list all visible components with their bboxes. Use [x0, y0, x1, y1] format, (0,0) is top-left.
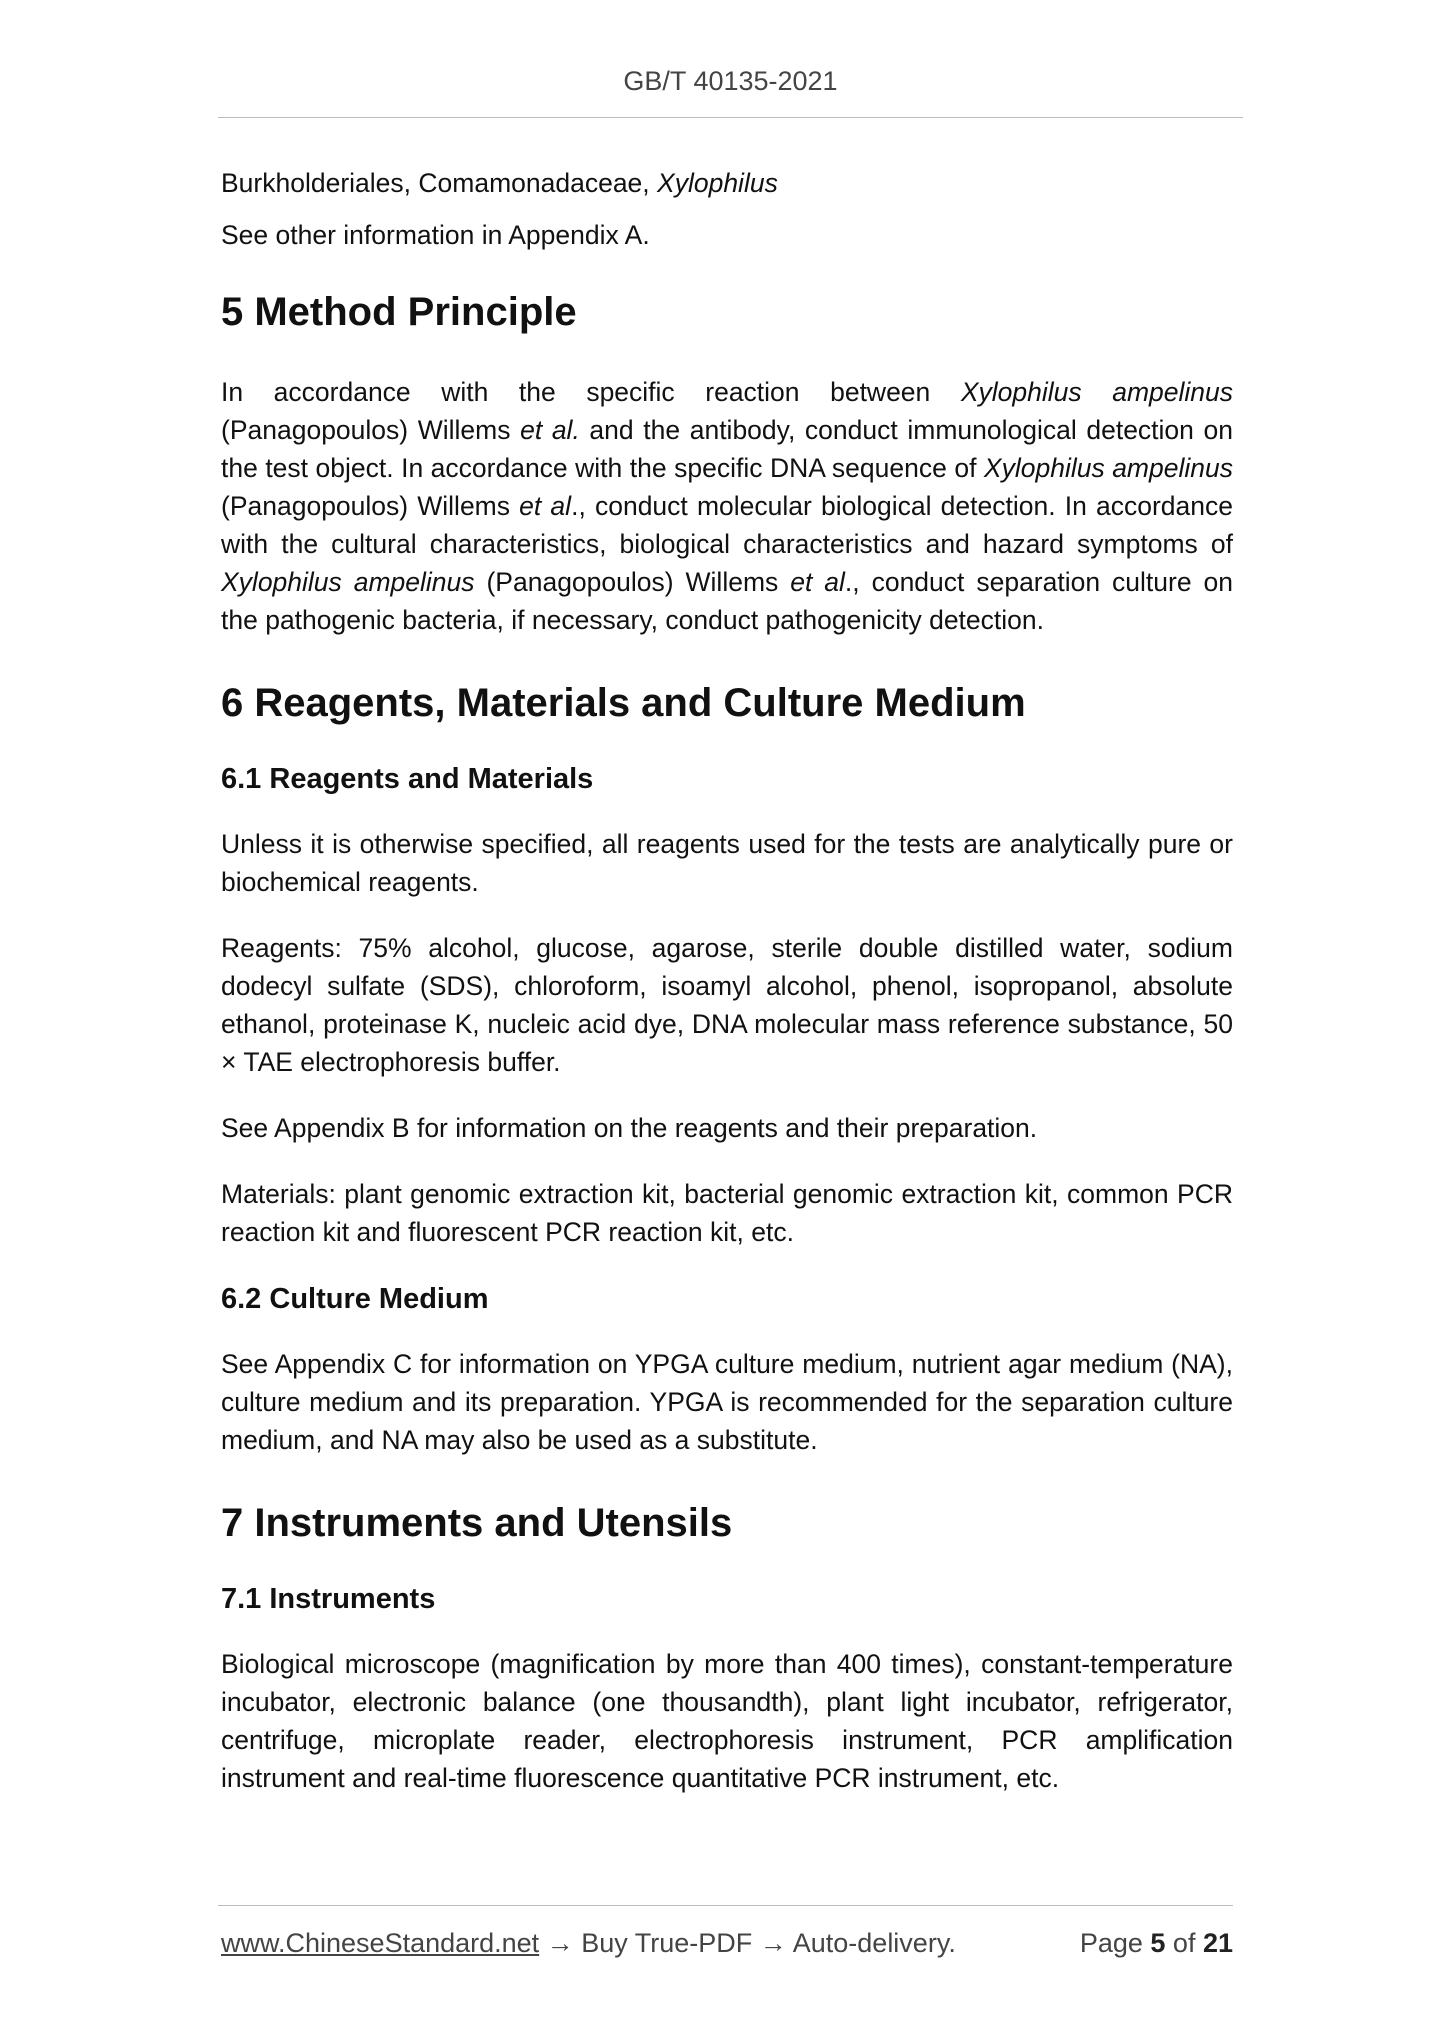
section-6-1-paragraph-1: Unless it is otherwise specified, all reagents used for the tests are analytically pure or biochemical reagents. — [221, 829, 1233, 897]
page-content — [221, 160, 1233, 1797]
section-5-paragraph: In accordance with the specific reaction between Xylophilus ampelinus (Panagopoulos) Willems et al. and the antibody, conduct immunological detection on the test object. In accordance with the specific DNA sequence of Xylophilus ampelinus (Panagopoulos) Willems et al., conduct molecular biological detection. In accordance with the cultural characteristics, biological characteristics and hazard symptoms of Xylophilus ampelinus (Panagopoulos) Willems et al., conduct separation culture on the pathogenic bacteria, if necessary, conduct pathogenicity detection. — [221, 377, 1234, 635]
section-6-2-paragraph: See Appendix C for information on YPGA culture medium, nutrient agar medium (NA), culture medium and its preparation. YPGA is recommended for the separation culture medium, and NA may also be used as a substitute. — [221, 1349, 1233, 1455]
footer-promo: www.ChineseStandard.net → Buy True-PDF → Auto-delivery. — [221, 1928, 956, 1958]
page-number: Page 5 of 21 — [1079, 1928, 1233, 1958]
section-6-1-paragraph-3: See Appendix B for information on the reagents and their preparation. — [221, 1113, 1038, 1143]
footer-divider — [218, 1905, 1233, 1906]
website-link[interactable]: www.ChineseStandard.net — [221, 1928, 540, 1958]
section-7-heading: 7 Instruments and Utensils — [221, 1501, 733, 1545]
header-divider — [218, 117, 1243, 118]
section-7-1-heading: 7.1 Instruments — [221, 1583, 436, 1615]
section-7-1-paragraph: Biological microscope (magnification by more than 400 times), constant-temperature incubator, electronic balance (one thousandth), plant light incubator, refrigerator, centrifuge, microplate reader, electrophoresis instrument, PCR amplification instrument and real-time fluorescence quantitative PCR instrument, etc. — [221, 1649, 1233, 1793]
appendix-note: See other information in Appendix A. — [221, 220, 650, 250]
page-footer — [221, 1928, 1233, 1959]
section-6-1-heading: 6.1 Reagents and Materials — [221, 763, 594, 795]
section-6-1-paragraph-4: Materials: plant genomic extraction kit, bacterial genomic extraction kit, common PCR reaction kit and fluorescent PCR reaction kit, etc. — [221, 1179, 1233, 1247]
section-6-heading: 6 Reagents, Materials and Culture Medium — [221, 681, 1026, 725]
section-6-1-paragraph-2: Reagents: 75% alcohol, glucose, agarose, sterile double distilled water, sodium dodecyl sulfate (SDS), chloroform, isoamyl alcohol, phenol, isopropanol, absolute ethanol, proteinase K, nucleic acid dye, DNA molecular mass reference substance, 50 × TAE electrophoresis buffer. — [221, 933, 1233, 1077]
section-6-2-heading: 6.2 Culture Medium — [221, 1283, 489, 1315]
section-5-heading: 5 Method Principle — [221, 290, 577, 334]
page-header: GB/T 40135-2021 — [623, 66, 838, 96]
taxonomy-line: Burkholderiales, Comamonadaceae, Xylophilus — [221, 168, 778, 198]
